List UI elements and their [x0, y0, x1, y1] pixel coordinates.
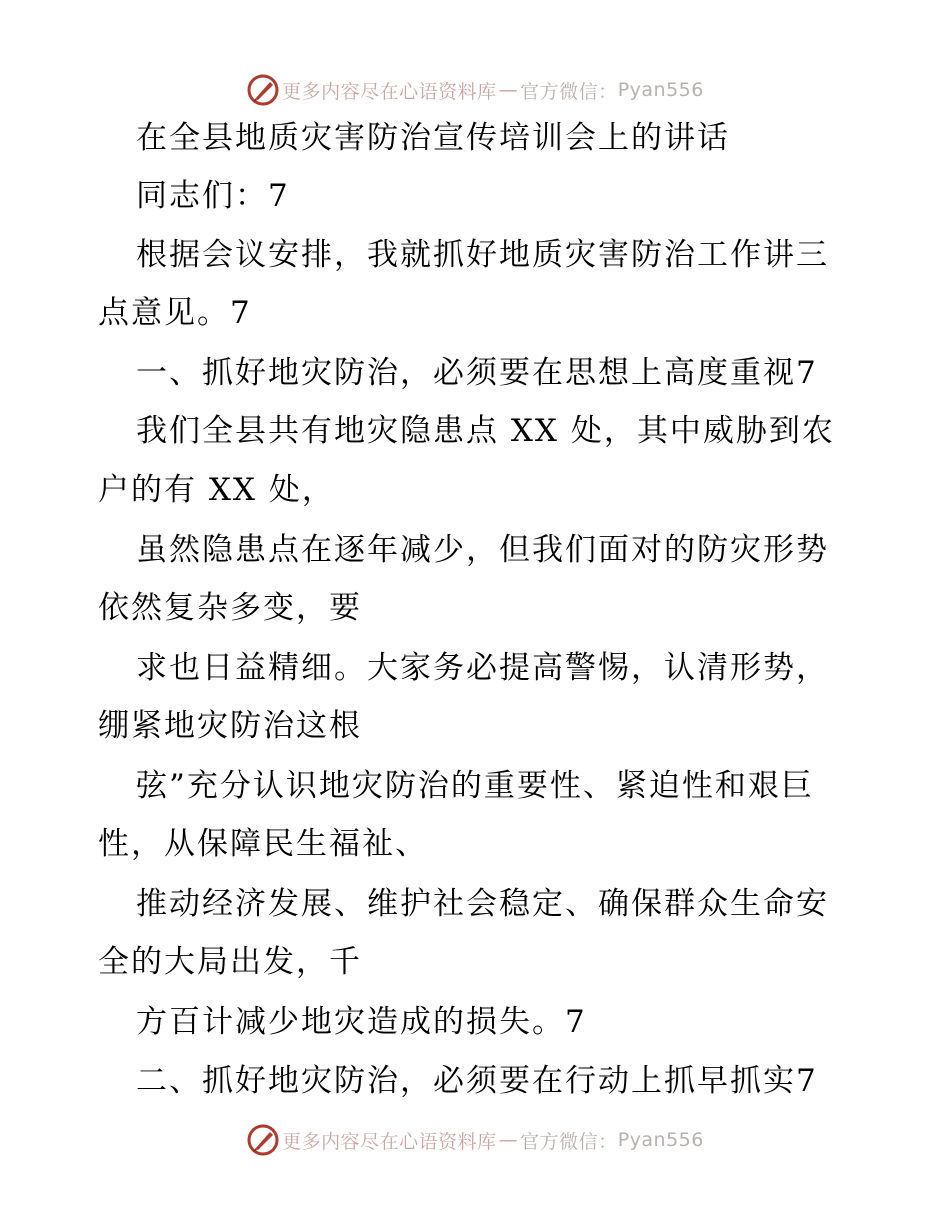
- paragraph-line: 方百计减少地灾造成的损失。7: [136, 1004, 587, 1040]
- footer-watermark: [0, 1120, 950, 1160]
- wechat-id: Pyan556: [617, 79, 704, 101]
- quill-logo-icon: [246, 1123, 280, 1157]
- paragraph-line: 户的有 XX 处，: [98, 472, 335, 508]
- paragraph-line: 推动经济发展、维护社会稳定、确保群众生命安: [136, 886, 829, 922]
- section-heading: 二、抓好地灾防治，必须要在行动上抓早抓实7: [136, 1063, 818, 1099]
- document-title: 在全县地质灾害防治宣传培训会上的讲话: [136, 120, 730, 156]
- quill-logo-icon: [246, 73, 280, 107]
- header-watermark: [0, 70, 950, 110]
- paragraph-line: 性，从保障民生福祉、: [98, 826, 428, 862]
- wechat-label: 官方微信：: [520, 80, 618, 103]
- section-heading: 一、抓好地灾防治，必须要在思想上高度重视7: [136, 355, 818, 391]
- paragraph-line: 依然复杂多变，要: [98, 590, 362, 626]
- brand-text: 更多内容尽在心语资料库: [282, 80, 497, 103]
- wechat-label: 官方微信：: [520, 1130, 618, 1153]
- paragraph-line: 求也日益精细。大家务必提高警惕，认清形势，: [136, 650, 829, 686]
- brand-banner: [246, 73, 704, 107]
- brand-separator: —: [498, 1129, 519, 1151]
- brand-banner: [246, 1123, 704, 1157]
- brand-separator: —: [498, 79, 519, 101]
- paragraph-line: 点意见。7: [98, 295, 252, 331]
- paragraph-line: 全的大局出发，千: [98, 944, 362, 980]
- paragraph-line: 弦”充分认识地灾防治的重要性、紧迫性和艰巨: [136, 768, 814, 804]
- paragraph-line: 虽然隐患点在逐年减少，但我们面对的防灾形势: [136, 532, 829, 568]
- paragraph-line: 同志们：7: [136, 178, 290, 214]
- paragraph-line: 根据会议安排，我就抓好地质灾害防治工作讲三: [136, 237, 829, 273]
- paragraph-line: 绷紧地灾防治这根: [98, 708, 362, 744]
- wechat-id: Pyan556: [617, 1129, 704, 1151]
- brand-text: 更多内容尽在心语资料库: [282, 1130, 497, 1153]
- paragraph-line: 我们全县共有地灾隐患点 XX 处，其中威胁到农: [136, 413, 835, 449]
